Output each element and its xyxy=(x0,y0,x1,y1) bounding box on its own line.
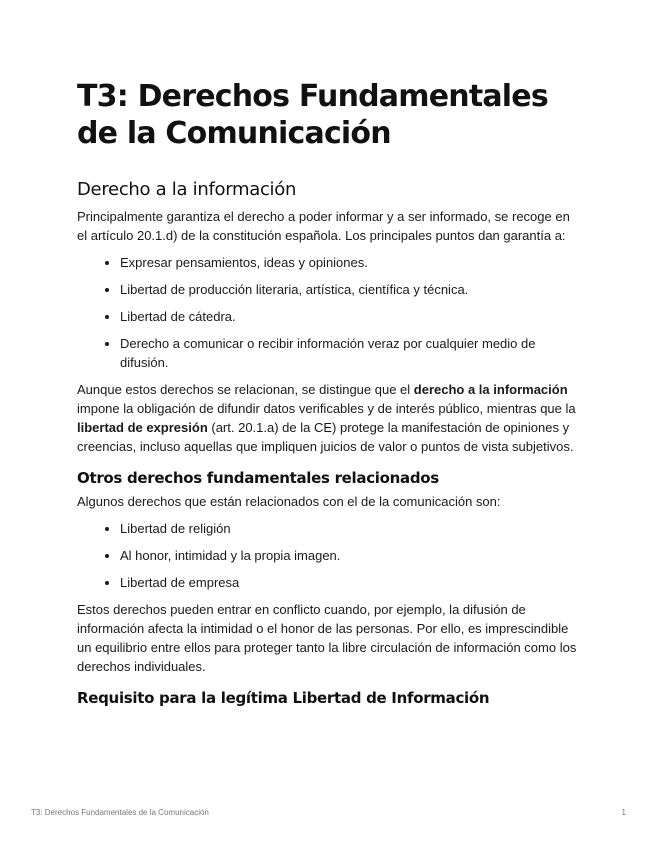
paragraph-distincion xyxy=(77,380,582,456)
text-run: (art. 20.1.a) de la CE) protege la manifestación de opiniones y creencias, incluso aquellas que impliquen juicios de valor o puntos de vista subjetivos. xyxy=(77,420,574,454)
list-item: Libertad de producción literaria, artística, científica y técnica. xyxy=(120,280,582,299)
bold-term: derecho a la información xyxy=(413,382,568,397)
bold-term: libertad de expresión xyxy=(77,420,208,435)
list-item: Libertad de religión xyxy=(120,519,582,538)
page-title: T3: Derechos Fundamentales de la Comunicación xyxy=(77,79,548,151)
list-item: Al honor, intimidad y la propia imagen. xyxy=(120,546,582,565)
text-run: Aunque estos derechos se relacionan, se distingue que el xyxy=(77,382,414,397)
section-heading-informacion: Derecho a la información xyxy=(77,179,297,200)
section-heading-requisito: Requisito para la legítima Libertad de Información xyxy=(77,689,490,707)
list-item: Libertad de empresa xyxy=(120,573,582,592)
section-intro: Principalmente garantiza el derecho a poder informar y a ser informado, se recoge en el artículo 20.1.d) de la constitución española. Los principales puntos dan garantía a: xyxy=(77,209,570,243)
section-heading-otros-derechos: Otros derechos fundamentales relacionados xyxy=(77,469,439,487)
bullet-list xyxy=(77,519,582,592)
list-item: Libertad de cátedra. xyxy=(120,307,582,326)
list-item: Expresar pensamientos, ideas y opiniones. xyxy=(120,253,582,272)
section-intro: Algunos derechos que están relacionados con el de la comunicación son: xyxy=(77,494,501,509)
bullet-list xyxy=(77,253,582,372)
document-page xyxy=(77,78,582,712)
footer-title: T3: Derechos Fundamentales de la Comunicación xyxy=(31,808,209,817)
list-item: Derecho a comunicar o recibir información veraz por cualquier medio de difusión. xyxy=(120,334,582,372)
text-run: impone la obligación de difundir datos verificables y de interés público, mientras que la xyxy=(77,401,576,416)
page-number: 1 xyxy=(621,808,626,817)
paragraph-conflicto: Estos derechos pueden entrar en conflicto cuando, por ejemplo, la difusión de información afecta la intimidad o el honor de las personas. Por ello, es imprescindible un equilibrio entre ellos para proteger tanto la libre circulación de información como los derechos individuales. xyxy=(77,602,577,674)
